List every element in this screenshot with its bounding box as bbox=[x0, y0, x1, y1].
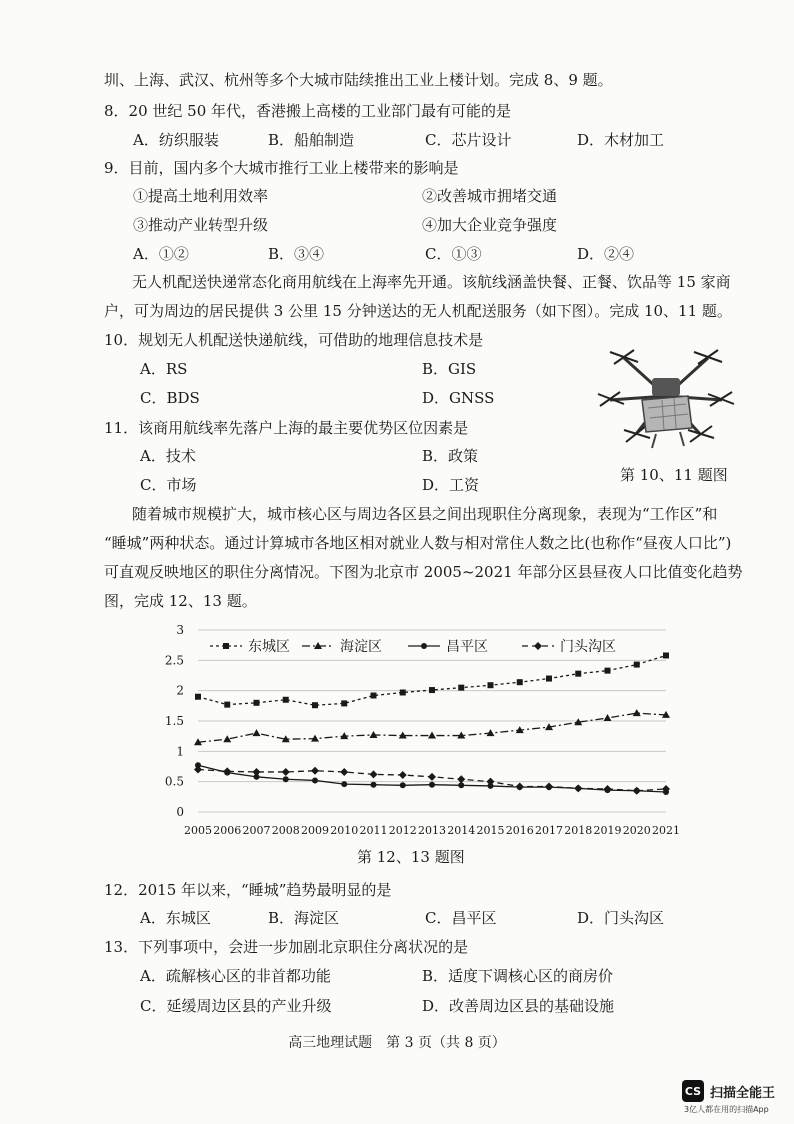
q12-option-d: D．门头沟区 bbox=[577, 909, 665, 927]
data-point bbox=[428, 773, 436, 781]
page-footer: 高三地理试题 第 3 页（共 8 页） bbox=[288, 1035, 506, 1051]
data-point bbox=[371, 693, 377, 699]
data-point bbox=[487, 778, 495, 786]
x-tick-label: 2010 bbox=[330, 824, 359, 837]
intro-tail: 圳、上海、武汉、杭州等多个大城市陆续推出工业上楼计划。完成 8、9 题。 bbox=[104, 71, 613, 89]
y-tick-label: 0.5 bbox=[164, 774, 184, 789]
data-point bbox=[575, 671, 581, 677]
passage3-line-1: 随着城市规模扩大，城市核心区与周边各区县之间出现职住分离现象，表现为“工作区”和 bbox=[132, 505, 718, 523]
line-chart bbox=[164, 622, 680, 840]
q13-option-a: A．疏解核心区的非首都功能 bbox=[140, 967, 331, 985]
q13-option-c: C．延缓周边区县的产业升级 bbox=[140, 997, 332, 1015]
x-tick-label: 2005 bbox=[184, 824, 212, 837]
data-point bbox=[663, 652, 669, 658]
q9-stem: 9．目前，国内多个大城市推行工业上楼带来的影响是 bbox=[104, 159, 459, 177]
data-point bbox=[312, 702, 318, 708]
passage3-line-4: 图，完成 12、13 题。 bbox=[104, 592, 257, 610]
x-tick-label: 2007 bbox=[242, 824, 271, 837]
q12-option-c: C．昌平区 bbox=[425, 909, 497, 927]
x-tick-label: 2013 bbox=[418, 824, 446, 837]
data-point bbox=[429, 687, 435, 693]
data-point bbox=[633, 709, 641, 716]
data-point bbox=[194, 766, 202, 774]
q9-item-3: ③推动产业转型升级 bbox=[133, 216, 269, 234]
data-point bbox=[574, 784, 582, 792]
data-point bbox=[341, 781, 347, 787]
x-tick-label: 2006 bbox=[213, 824, 242, 837]
legend-marker bbox=[534, 642, 542, 650]
data-point bbox=[545, 783, 553, 791]
q10-stem: 10．规划无人机配送快递航线，可借助的地理信息技术是 bbox=[104, 331, 484, 349]
q9-option-d: D．②④ bbox=[577, 245, 635, 263]
drone-figure-caption: 第 10、11 题图 bbox=[620, 466, 728, 484]
data-point bbox=[428, 732, 436, 739]
x-tick-label: 2011 bbox=[359, 824, 388, 837]
q8-option-c: C．芯片设计 bbox=[425, 131, 512, 149]
q9-option-c: C．①③ bbox=[425, 245, 482, 263]
q10-option-a: A．RS bbox=[140, 360, 188, 378]
legend-marker bbox=[223, 643, 229, 649]
data-point bbox=[488, 682, 494, 688]
q10-option-c: C．BDS bbox=[140, 389, 200, 407]
legend-marker bbox=[421, 643, 427, 649]
data-point bbox=[400, 689, 406, 695]
q8-option-a: A．纺织服装 bbox=[133, 131, 219, 149]
data-point bbox=[604, 714, 612, 721]
q12-stem: 12．2015 年以来，“睡城”趋势最明显的是 bbox=[104, 881, 392, 899]
x-tick-label: 2012 bbox=[388, 824, 417, 837]
q11-option-b: B．政策 bbox=[422, 447, 479, 465]
x-tick-label: 2020 bbox=[622, 824, 651, 837]
q9-item-1: ①提高土地利用效率 bbox=[133, 187, 269, 205]
data-point bbox=[604, 785, 612, 793]
data-point bbox=[311, 767, 319, 775]
chart-figure-caption: 第 12、13 题图 bbox=[357, 848, 465, 866]
scanner-badge bbox=[682, 1080, 775, 1102]
q13-option-b: B．适度下调核心区的商房价 bbox=[422, 967, 614, 985]
scanner-name: 扫描全能王 bbox=[710, 1085, 776, 1101]
y-tick-label: 2.5 bbox=[164, 653, 184, 668]
data-point bbox=[283, 697, 289, 703]
x-tick-label: 2016 bbox=[505, 824, 534, 837]
data-point bbox=[370, 770, 378, 778]
scanner-tagline: 3亿人都在用的扫描App bbox=[684, 1105, 769, 1114]
y-tick-label: 0 bbox=[176, 805, 184, 819]
x-tick-label: 2018 bbox=[564, 824, 593, 837]
q10-option-d: D．GNSS bbox=[422, 389, 495, 407]
data-point bbox=[605, 668, 611, 674]
q9-item-4: ④加大企业竞争强度 bbox=[422, 216, 558, 234]
data-point bbox=[546, 676, 552, 682]
q12-option-b: B．海淀区 bbox=[268, 909, 340, 927]
data-point bbox=[195, 694, 201, 700]
q8-option-b: B．船舶制造 bbox=[268, 131, 355, 149]
q13-stem: 13．下列事项中，会进一步加剧北京职住分离状况的是 bbox=[104, 938, 469, 956]
data-point bbox=[253, 729, 261, 736]
y-tick-label: 1 bbox=[176, 744, 184, 759]
q13-option-d: D．改善周边区县的基础设施 bbox=[422, 997, 615, 1015]
data-point bbox=[253, 768, 261, 776]
data-point bbox=[634, 662, 640, 668]
data-point bbox=[224, 702, 230, 708]
data-point bbox=[371, 782, 377, 788]
passage2-line-1: 无人机配送快递常态化商用航线在上海率先开通。该航线涵盖快餐、正餐、饮品等 15 家商 bbox=[132, 273, 731, 291]
x-tick-label: 2015 bbox=[476, 824, 505, 837]
series-line bbox=[198, 655, 666, 705]
q11-option-d: D．工资 bbox=[422, 476, 480, 494]
data-point bbox=[458, 685, 464, 691]
y-tick-label: 3 bbox=[176, 623, 184, 637]
data-point bbox=[399, 771, 407, 779]
data-point bbox=[517, 679, 523, 685]
data-point bbox=[633, 787, 641, 795]
legend-label: 昌平区 bbox=[446, 639, 488, 655]
legend-label: 海淀区 bbox=[340, 639, 382, 655]
y-tick-label: 2 bbox=[176, 683, 184, 698]
x-tick-label: 2017 bbox=[535, 824, 563, 837]
data-point bbox=[283, 776, 289, 782]
q11-option-a: A．技术 bbox=[140, 447, 196, 465]
q12-option-a: A．东城区 bbox=[140, 909, 211, 927]
q9-item-2: ②改善城市拥堵交通 bbox=[422, 187, 558, 205]
data-point bbox=[487, 729, 495, 736]
data-point bbox=[254, 700, 260, 706]
x-tick-label: 2009 bbox=[301, 824, 329, 837]
data-point bbox=[282, 768, 290, 776]
q11-option-c: C．市场 bbox=[140, 476, 197, 494]
data-point bbox=[223, 767, 231, 775]
q8-stem: 8．20 世纪 50 年代，香港搬上高楼的工业部门最有可能的是 bbox=[104, 102, 512, 120]
q9-option-a: A．①② bbox=[133, 245, 189, 263]
data-point bbox=[312, 777, 318, 783]
data-point bbox=[341, 700, 347, 706]
data-point bbox=[429, 782, 435, 788]
data-point bbox=[516, 783, 524, 791]
legend-label: 门头沟区 bbox=[560, 639, 616, 655]
q9-option-b: B．③④ bbox=[268, 245, 325, 263]
x-tick-label: 2008 bbox=[271, 824, 300, 837]
q8-option-d: D．木材加工 bbox=[577, 131, 665, 149]
data-point bbox=[400, 782, 406, 788]
q11-stem: 11．该商用航线率先落户上海的最主要优势区位因素是 bbox=[104, 419, 469, 437]
x-tick-label: 2014 bbox=[447, 824, 476, 837]
legend-label: 东城区 bbox=[248, 639, 290, 655]
x-tick-label: 2021 bbox=[652, 824, 680, 837]
x-tick-label: 2019 bbox=[593, 824, 622, 837]
passage2-line-2: 户，可为周边的居民提供 3 公里 15 分钟送达的无人机配送服务（如下图）。完成 10、11 题。 bbox=[104, 302, 732, 320]
passage3-line-2: “睡城”两种状态。通过计算城市各地区相对就业人数与相对常住人数之比(也称作“昼夜人口比”) bbox=[104, 534, 732, 552]
drone-illustration bbox=[596, 338, 736, 456]
y-tick-label: 1.5 bbox=[164, 714, 184, 728]
q10-option-b: B．GIS bbox=[422, 360, 477, 378]
scanner-logo-icon: CS bbox=[682, 1080, 704, 1102]
data-point bbox=[340, 768, 348, 776]
passage3-line-3: 可直观反映地区的职住分离情况。下图为北京市 2005~2021 年部分区县昼夜人口比值变化趋势 bbox=[104, 563, 743, 581]
